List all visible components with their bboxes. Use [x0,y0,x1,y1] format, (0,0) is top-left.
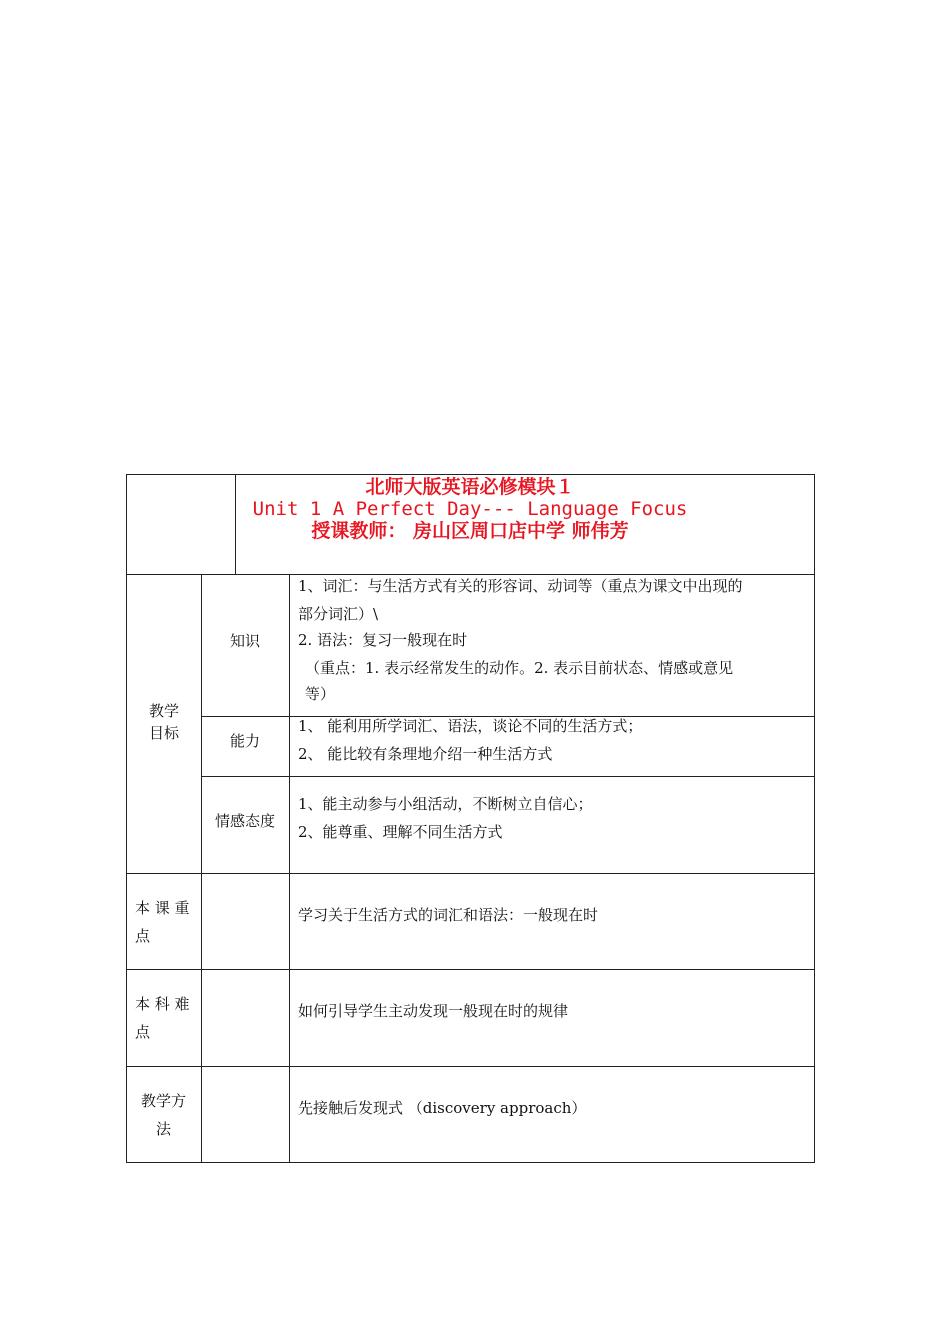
key-points-content: 学习关于生活方式的词汇和语法：一般现在时 [298,906,599,924]
table-left-border [126,474,127,1163]
title-line-3: 授课教师： 房山区周口店中学 师伟芳 [311,520,629,542]
method-label-line-1: 教学方 [140,1092,186,1110]
difficulties-content: 如何引导学生主动发现一般现在时的规律 [298,1002,569,1020]
title-line-1: 北师大版英语必修模块１ [365,476,575,498]
ability-label: 能力 [229,732,260,750]
objectives-group-label: 教学目标 [148,702,179,742]
knowledge-line-4: （重点：1. 表示经常发生的动作。2. 表示目前状态、情感或意见 [305,659,734,677]
knowledge-line-3: 2. 语法：复习一般现在时 [298,631,468,649]
knowledge-line-2: 部分词汇）\ [298,605,379,623]
difficulties-label-line-1: 本 科 难 [135,995,190,1013]
table-bottom-border [126,1162,815,1163]
ability-line-2: 2、 能比较有条理地介绍一种生活方式 [298,745,553,763]
method-label-line-2: 法 [155,1120,171,1138]
attitude-line-2: 2、能尊重、理解不同生活方式 [298,823,503,841]
title-line-2: Unit 1 A Perfect Day--- Language Focus [252,498,688,520]
row-divider-difficulties [126,969,815,970]
table-right-border [814,474,815,1163]
key-points-label-line-2: 点 [135,927,151,945]
knowledge-line-1: 1、词汇：与生活方式有关的形容词、动词等（重点为课文中出现的 [298,577,743,595]
objectives-subrow-divider-2 [201,776,815,777]
ability-line-1: 1、 能利用所学词汇、语法，谈论不同的生活方式； [298,717,643,735]
knowledge-label: 知识 [229,632,260,650]
knowledge-line-5: 等） [305,685,336,703]
difficulties-label-line-2: 点 [135,1023,151,1041]
row-divider-key-points [126,873,815,874]
column-divider-1 [201,574,202,1162]
method-content: 先接触后发现式 （discovery approach） [298,1099,587,1117]
table-top-border [126,474,815,475]
row-divider-method [126,1066,815,1067]
attitude-label: 情感态度 [214,812,275,830]
column-divider-2 [289,574,290,1162]
key-points-label-line-1: 本 课 重 [135,899,190,917]
attitude-line-1: 1、能主动参与小组活动，不断树立自信心； [298,795,593,813]
